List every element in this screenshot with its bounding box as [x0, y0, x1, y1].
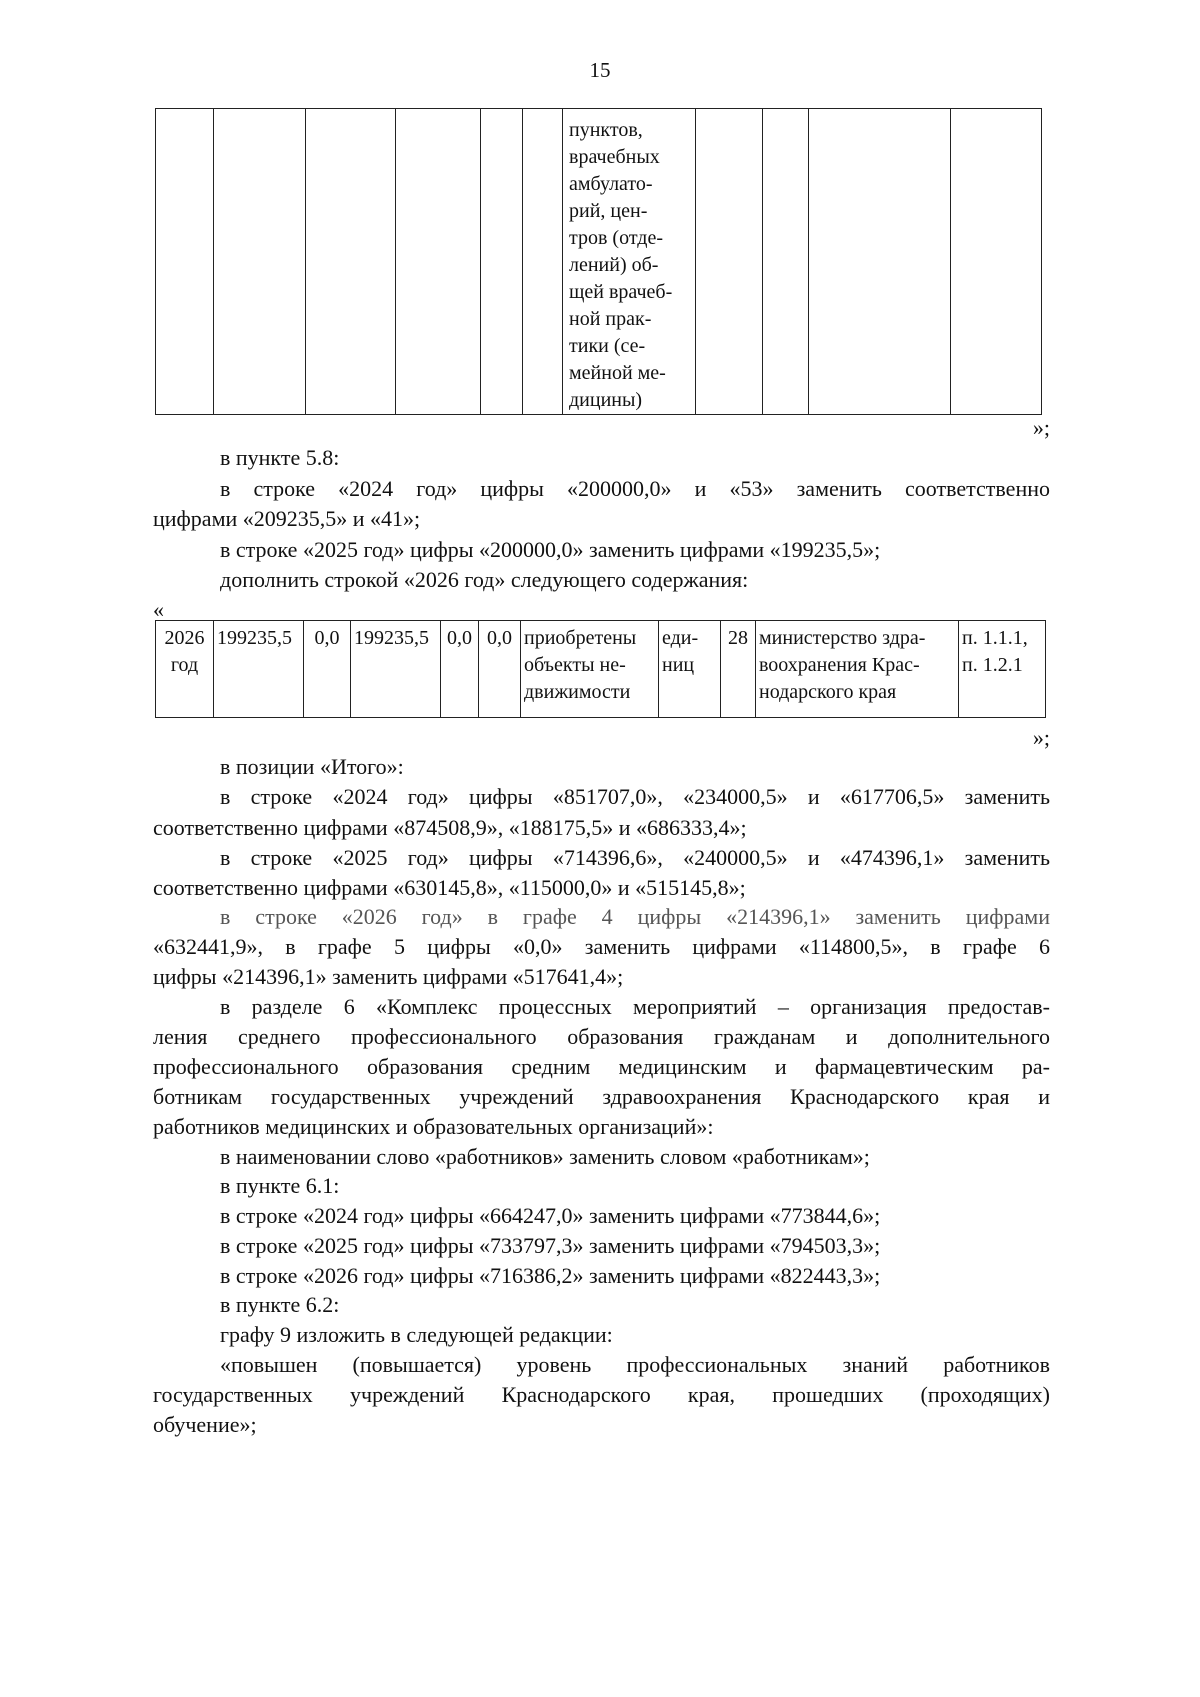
count-cell: 28 [721, 621, 756, 718]
open-quote: « [153, 597, 164, 622]
close-quote: »; [1032, 415, 1050, 440]
table-continuation [155, 108, 1042, 415]
text-line: в строке «2024 год» цифры «664247,0» заменить цифрами «773844,6»; [220, 1203, 881, 1228]
reference-cell [959, 621, 1046, 718]
result-cell [521, 621, 659, 718]
text-line: ботникам государственных учреждений здравоохранения Краснодарского края и [153, 1084, 1050, 1109]
text-line: дополнить строкой «2026 год» следующего содержания: [220, 567, 749, 592]
table-cell [396, 109, 481, 415]
text-line: в строке «2026 год» цифры «716386,2» заменить цифрами «822443,3»; [220, 1263, 881, 1288]
cell-line: мейной ме- [569, 362, 666, 384]
cell-line: воохранения Крас- [759, 654, 920, 676]
table-row-2026 [155, 620, 1046, 718]
cell-line: министерство здра- [759, 627, 926, 649]
cell-line: год [170, 654, 199, 676]
cell-line: объекты не- [524, 654, 626, 676]
cell-line: п. 1.2.1 [962, 654, 1023, 676]
cell-line: ниц [662, 654, 695, 676]
cell-line: лений) об- [569, 254, 659, 276]
text-line: в позиции «Итого»: [220, 754, 404, 779]
table-row [156, 109, 1042, 415]
cell-line: пунктов, [569, 119, 643, 141]
cell-line: врачебных [569, 146, 660, 168]
text-line: обучение»; [153, 1412, 257, 1437]
table-cell [481, 109, 523, 415]
table-cell [523, 109, 563, 415]
text-line: государственных учреждений Краснодарского края, прошедших (проходящих) [153, 1382, 1050, 1407]
text-line: профессионального образования средним медицинским и фармацевтическим ра- [153, 1054, 1050, 1079]
table-row [156, 621, 1046, 718]
text-line: в строке «2025 год» цифры «733797,3» заменить цифрами «794503,3»; [220, 1233, 881, 1258]
table-cell [951, 109, 1042, 415]
text-line: в пункте 6.2: [220, 1292, 340, 1317]
text-line: ления среднего профессионального образования гражданам и дополнительного [153, 1024, 1050, 1049]
value-cell: 0,0 [441, 621, 479, 718]
text-line: соответственно цифрами «874508,9», «188175,5» и «686333,4»; [153, 815, 747, 840]
table-cell [809, 109, 951, 415]
cell-line: нодарского края [759, 681, 897, 703]
text-line: в строке «2025 год» цифры «714396,6», «240000,5» и «474396,1» заменить [220, 845, 1050, 870]
value-cell: 0,0 [304, 621, 351, 718]
table-cell [763, 109, 809, 415]
cell-line: приобретены [524, 627, 637, 649]
text-line: в строке «2025 год» цифры «200000,0» заменить цифрами «199235,5»; [220, 537, 881, 562]
table-cell [156, 109, 214, 415]
close-quote: »; [1032, 725, 1050, 750]
cell-line: дицины) [569, 389, 643, 411]
cell-line: 2026 [164, 627, 205, 649]
unit-cell [659, 621, 721, 718]
text-line: «повышен (повышается) уровень профессиональных знаний работников [220, 1352, 1050, 1377]
cell-line: тики (се- [569, 335, 646, 357]
value-cell: 199235,5 [351, 621, 441, 718]
table-cell [306, 109, 396, 415]
executor-cell [756, 621, 959, 718]
text-line: в пункте 5.8: [220, 445, 340, 470]
text-line: в наименовании слово «работников» заменить словом «работникам»; [220, 1144, 870, 1169]
page-number: 15 [589, 58, 611, 82]
cell-line: еди- [662, 627, 699, 649]
cell-line: щей врачеб- [569, 281, 673, 303]
table-cell-description [563, 109, 696, 415]
text-line: в строке «2024 год» цифры «200000,0» и «53» заменить соответственно [220, 476, 1050, 501]
text-line: работников медицинских и образовательных организаций»: [153, 1114, 714, 1139]
text-line: в строке «2024 год» цифры «851707,0», «234000,5» и «617706,5» заменить [220, 784, 1050, 809]
cell-line: амбулато- [569, 173, 653, 195]
cell-line: тров (отде- [569, 227, 664, 249]
value-cell: 0,0 [479, 621, 521, 718]
cell-line: ной прак- [569, 308, 652, 330]
total-cell: 199235,5 [214, 621, 304, 718]
cell-line: рий, цен- [569, 200, 648, 222]
cell-line: п. 1.1.1, [962, 627, 1028, 649]
text-line: соответственно цифрами «630145,8», «115000,0» и «515145,8»; [153, 875, 746, 900]
table-cell [696, 109, 763, 415]
text-line: в пункте 6.1: [220, 1173, 340, 1198]
text-line: цифры «214396,1» заменить цифрами «517641,4»; [153, 964, 624, 989]
cell-line: движимости [524, 681, 631, 703]
text-line: «632441,9», в графе 5 цифры «0,0» заменить цифрами «114800,5», в графе 6 [153, 934, 1050, 959]
year-cell [156, 621, 214, 718]
text-line: в строке «2026 год» в графе 4 цифры «214396,1» заменить цифрами [220, 904, 1050, 929]
text-line: в разделе 6 «Комплекс процессных мероприятий – организация предостав- [220, 994, 1050, 1019]
table-cell [214, 109, 306, 415]
text-line: цифрами «209235,5» и «41»; [153, 506, 421, 531]
text-line: графу 9 изложить в следующей редакции: [220, 1322, 613, 1347]
